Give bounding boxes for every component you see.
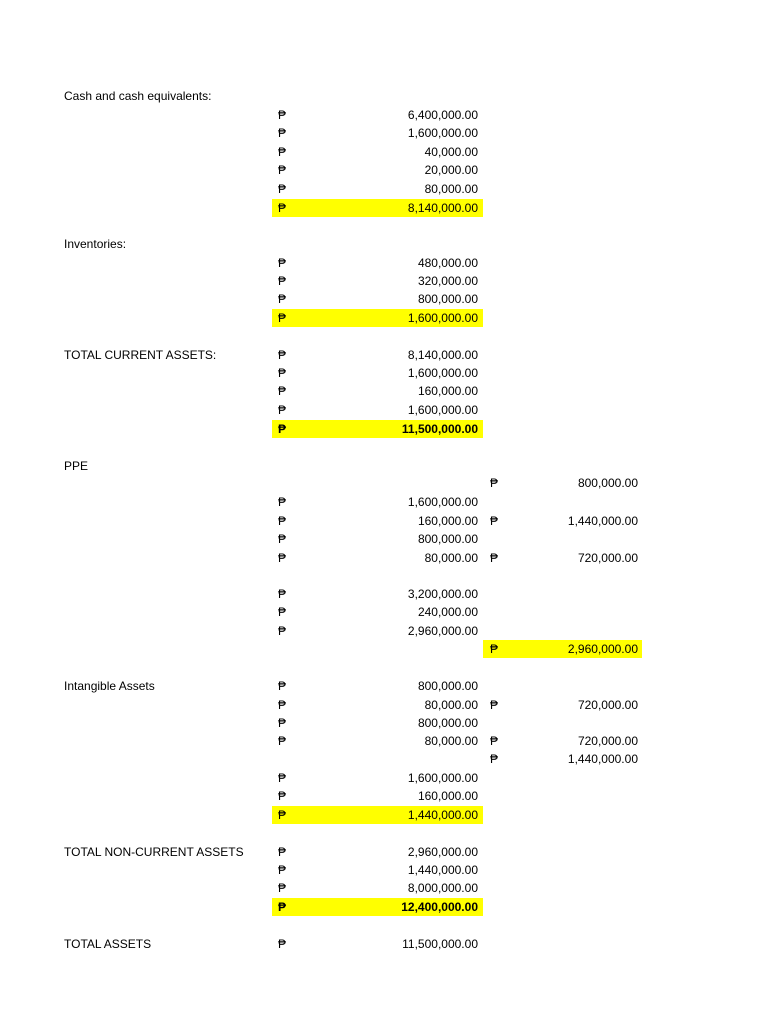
non-current-total: 12,400,000.00	[401, 900, 478, 914]
label-total-assets: TOTAL ASSETS	[64, 937, 152, 951]
peso-sign: ₱	[278, 900, 287, 914]
current-assets-value: 8,140,000.00	[407, 348, 478, 362]
peso-sign: ₱	[490, 698, 499, 712]
label-total-current-assets: TOTAL CURRENT ASSETS:	[64, 348, 217, 362]
intangible-value: 80,000.00	[424, 734, 478, 748]
ppe-value: 800,000.00	[417, 532, 478, 546]
peso-sign: ₱	[490, 752, 499, 766]
current-assets-value: 160,000.00	[417, 384, 478, 398]
inventories-total: 1,600,000.00	[407, 311, 478, 325]
cash-value: 80,000.00	[424, 182, 478, 196]
peso-sign: ₱	[278, 698, 287, 712]
inventory-value: 320,000.00	[417, 274, 478, 288]
peso-sign: ₱	[490, 551, 499, 565]
ppe-total: 2,960,000.00	[567, 642, 638, 656]
peso-sign: ₱	[278, 789, 287, 803]
ppe-value: 160,000.00	[417, 514, 478, 528]
ppe-value: 240,000.00	[417, 605, 478, 619]
peso-sign: ₱	[278, 808, 287, 822]
peso-sign: ₱	[278, 182, 287, 196]
intangible-value: 800,000.00	[417, 679, 478, 693]
peso-sign: ₱	[278, 863, 287, 877]
current-assets-value: 1,600,000.00	[407, 403, 478, 417]
peso-sign: ₱	[278, 495, 287, 509]
peso-sign: ₱	[490, 734, 499, 748]
peso-sign: ₱	[278, 126, 287, 140]
peso-sign: ₱	[278, 771, 287, 785]
peso-sign: ₱	[278, 679, 287, 693]
cash-value: 1,600,000.00	[407, 126, 478, 140]
peso-sign: ₱	[278, 145, 287, 159]
peso-sign: ₱	[278, 422, 287, 436]
ppe-value: 2,960,000.00	[407, 624, 478, 638]
intangible-right-value: 1,440,000.00	[567, 752, 638, 766]
peso-sign: ₱	[278, 384, 287, 398]
peso-sign: ₱	[278, 108, 287, 122]
non-current-value: 1,440,000.00	[407, 863, 478, 877]
intangible-right-value: 720,000.00	[577, 734, 638, 748]
peso-sign: ₱	[278, 292, 287, 306]
cash-total: 8,140,000.00	[407, 201, 478, 215]
peso-sign: ₱	[278, 845, 287, 859]
peso-sign: ₱	[278, 881, 287, 895]
label-total-non-current-assets: TOTAL NON-CURRENT ASSETS	[64, 845, 244, 859]
total-assets-value: 11,500,000.00	[402, 937, 478, 951]
label-ppe: PPE	[64, 459, 89, 473]
intangible-value: 1,600,000.00	[407, 771, 478, 785]
non-current-value: 8,000,000.00	[407, 881, 478, 895]
peso-sign: ₱	[278, 403, 287, 417]
inventory-value: 480,000.00	[417, 256, 478, 270]
peso-sign: ₱	[278, 937, 287, 951]
non-current-value: 2,960,000.00	[407, 845, 478, 859]
cash-value: 20,000.00	[424, 163, 478, 177]
peso-sign: ₱	[278, 274, 287, 288]
ppe-value: 80,000.00	[424, 551, 478, 565]
intangible-total: 1,440,000.00	[407, 808, 478, 822]
peso-sign: ₱	[278, 201, 287, 215]
intangible-right-value: 720,000.00	[577, 698, 638, 712]
peso-sign: ₱	[278, 587, 287, 601]
current-assets-value: 1,600,000.00	[407, 366, 478, 380]
peso-sign: ₱	[490, 642, 499, 656]
intangible-value: 80,000.00	[424, 698, 478, 712]
ppe-right-value: 720,000.00	[577, 551, 638, 565]
cash-value: 40,000.00	[424, 145, 478, 159]
peso-sign: ₱	[278, 716, 287, 730]
label-intangible-assets: Intangible Assets	[64, 679, 155, 693]
peso-sign: ₱	[278, 551, 287, 565]
peso-sign: ₱	[278, 734, 287, 748]
peso-sign: ₱	[278, 311, 287, 325]
peso-sign: ₱	[278, 256, 287, 270]
peso-sign: ₱	[278, 163, 287, 177]
ppe-right-value: 800,000.00	[577, 476, 638, 490]
peso-sign: ₱	[278, 514, 287, 528]
current-assets-total: 11,500,000.00	[401, 422, 478, 436]
intangible-value: 160,000.00	[417, 789, 478, 803]
cash-value: 6,400,000.00	[407, 108, 478, 122]
peso-sign: ₱	[278, 366, 287, 380]
peso-sign: ₱	[278, 348, 287, 362]
peso-sign: ₱	[278, 532, 287, 546]
peso-sign: ₱	[278, 605, 287, 619]
ppe-right-value: 1,440,000.00	[567, 514, 638, 528]
ppe-value: 3,200,000.00	[407, 587, 478, 601]
peso-sign: ₱	[490, 514, 499, 528]
label-cash-and-cash-equivalents: Cash and cash equivalents:	[64, 89, 212, 103]
ppe-value: 1,600,000.00	[407, 495, 478, 509]
peso-sign: ₱	[278, 624, 287, 638]
peso-sign: ₱	[490, 476, 499, 490]
inventory-value: 800,000.00	[417, 292, 478, 306]
label-inventories: Inventories:	[64, 237, 127, 251]
intangible-value: 800,000.00	[417, 716, 478, 730]
